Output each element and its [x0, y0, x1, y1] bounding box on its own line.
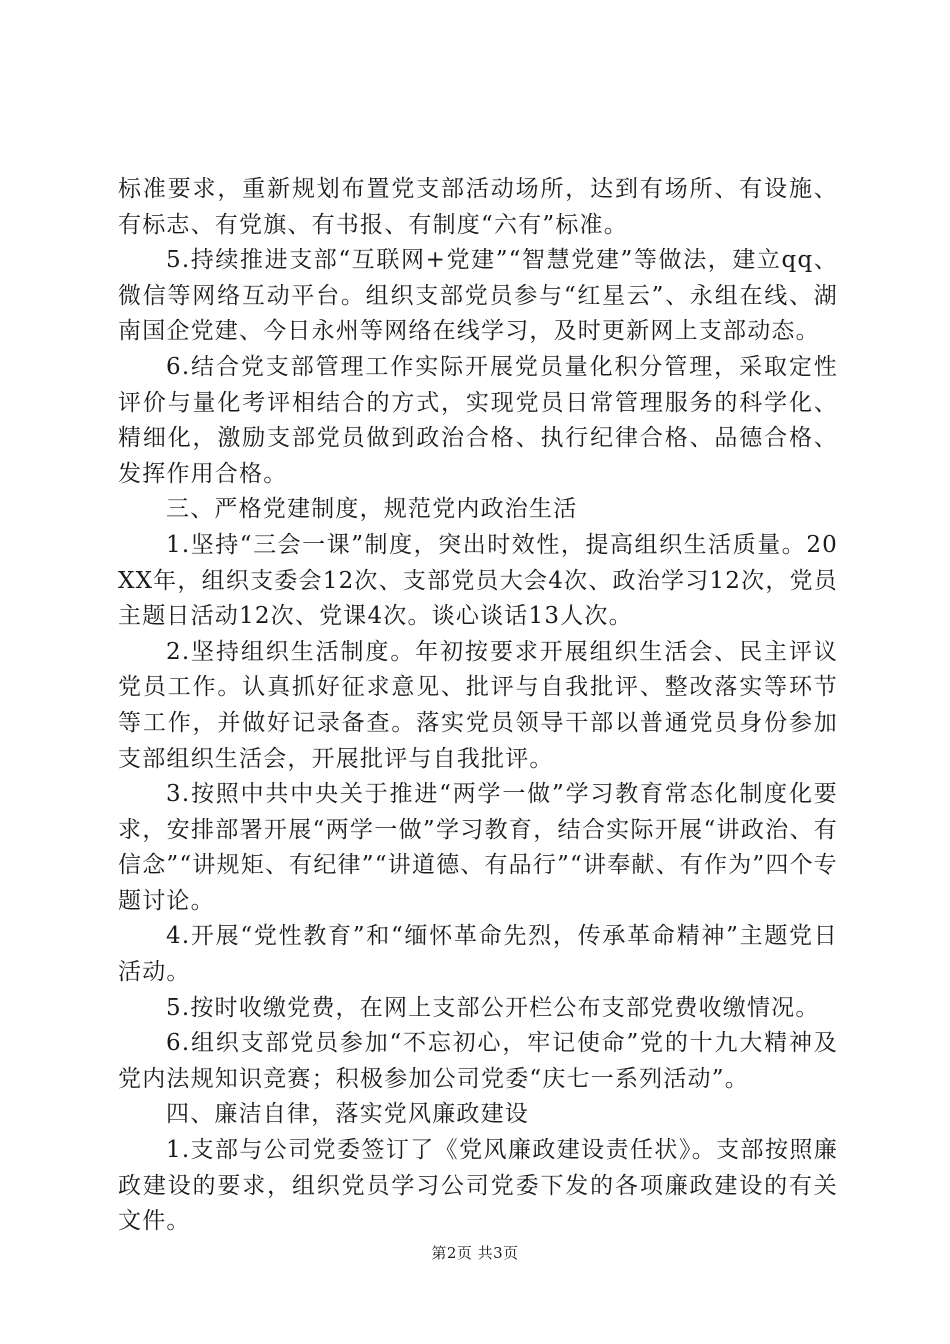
section-heading-4: 四、廉洁自律，落实党风廉政建设	[166, 1101, 529, 1128]
paragraph-section3-item-5: 5.按时收缴党费，在网上支部公开栏公布支部党费收缴情况。	[166, 994, 820, 1021]
paragraph-continuation: 标准要求，重新规划布置党支部活动场所，达到有场所、有设施、有标志、有党旗、有书报、有制度“六有”标准。	[118, 176, 838, 238]
paragraph-item-5-internet-party-building: 5.持续推进支部“互联网+党建”“智慧党建”等做法，建立qq、微信等网络互动平台。组织支部党员参与“红星云”、永组在线、湖南国企党建、今日永州等网络在线学习，及时更新网上支部动态。	[118, 247, 838, 345]
paragraph-section3-item-2: 2.坚持组织生活制度。年初按要求开展组织生活会、民主评议党员工作。认真抓好征求意见、批评与自我批评、整改落实等环节等工作，并做好记录备查。落实党员领导干部以普通党员身份参加支部组织生活会，开展批评与自我批评。	[118, 638, 838, 772]
paragraph-section3-item-6: 6.组织支部党员参加“不忘初心，牢记使命”党的十九大精神及党内法规知识竞赛；积极参加公司党委“庆七一系列活动”。	[118, 1030, 838, 1092]
paragraph-item-6-quantified-points: 6.结合党支部管理工作实际开展党员量化积分管理，采取定性评价与量化考评相结合的方式，实现党员日常管理服务的科学化、精细化，激励支部党员做到政治合格、执行纪律合格、品德合格、发挥作用合格。	[118, 353, 838, 487]
page-number-footer: 第2页 共3页	[431, 1244, 519, 1262]
paragraph-section4-item-1: 1.支部与公司党委签订了《党风廉政建设责任状》。支部按照廉政建设的要求，组织党员学习公司党委下发的各项廉政建设的有关文件。	[118, 1137, 838, 1235]
section-heading-3: 三、严格党建制度，规范党内政治生活	[166, 496, 578, 523]
paragraph-section3-item-4: 4.开展“党性教育”和“缅怀革命先烈，传承革命精神”主题党日活动。	[118, 923, 838, 986]
paragraph-section3-item-3: 3.按照中共中央关于推进“两学一做”学习教育常态化制度化要求，安排部署开展“两学一做”学习教育，结合实际开展“讲政治、有信念”“讲规矩、有纪律”“讲道德、有品行”“讲奉献、有作为”四个专题讨论。	[118, 781, 838, 914]
paragraph-section3-item-1: 1.坚持“三会一课”制度，突出时效性，提高组织生活质量。20XX年，组织支委会12次、支部党员大会4次、政治学习12次，党员主题日活动12次、党课4次。谈心谈话13人次。	[118, 531, 838, 630]
document-body	[118, 172, 838, 1240]
